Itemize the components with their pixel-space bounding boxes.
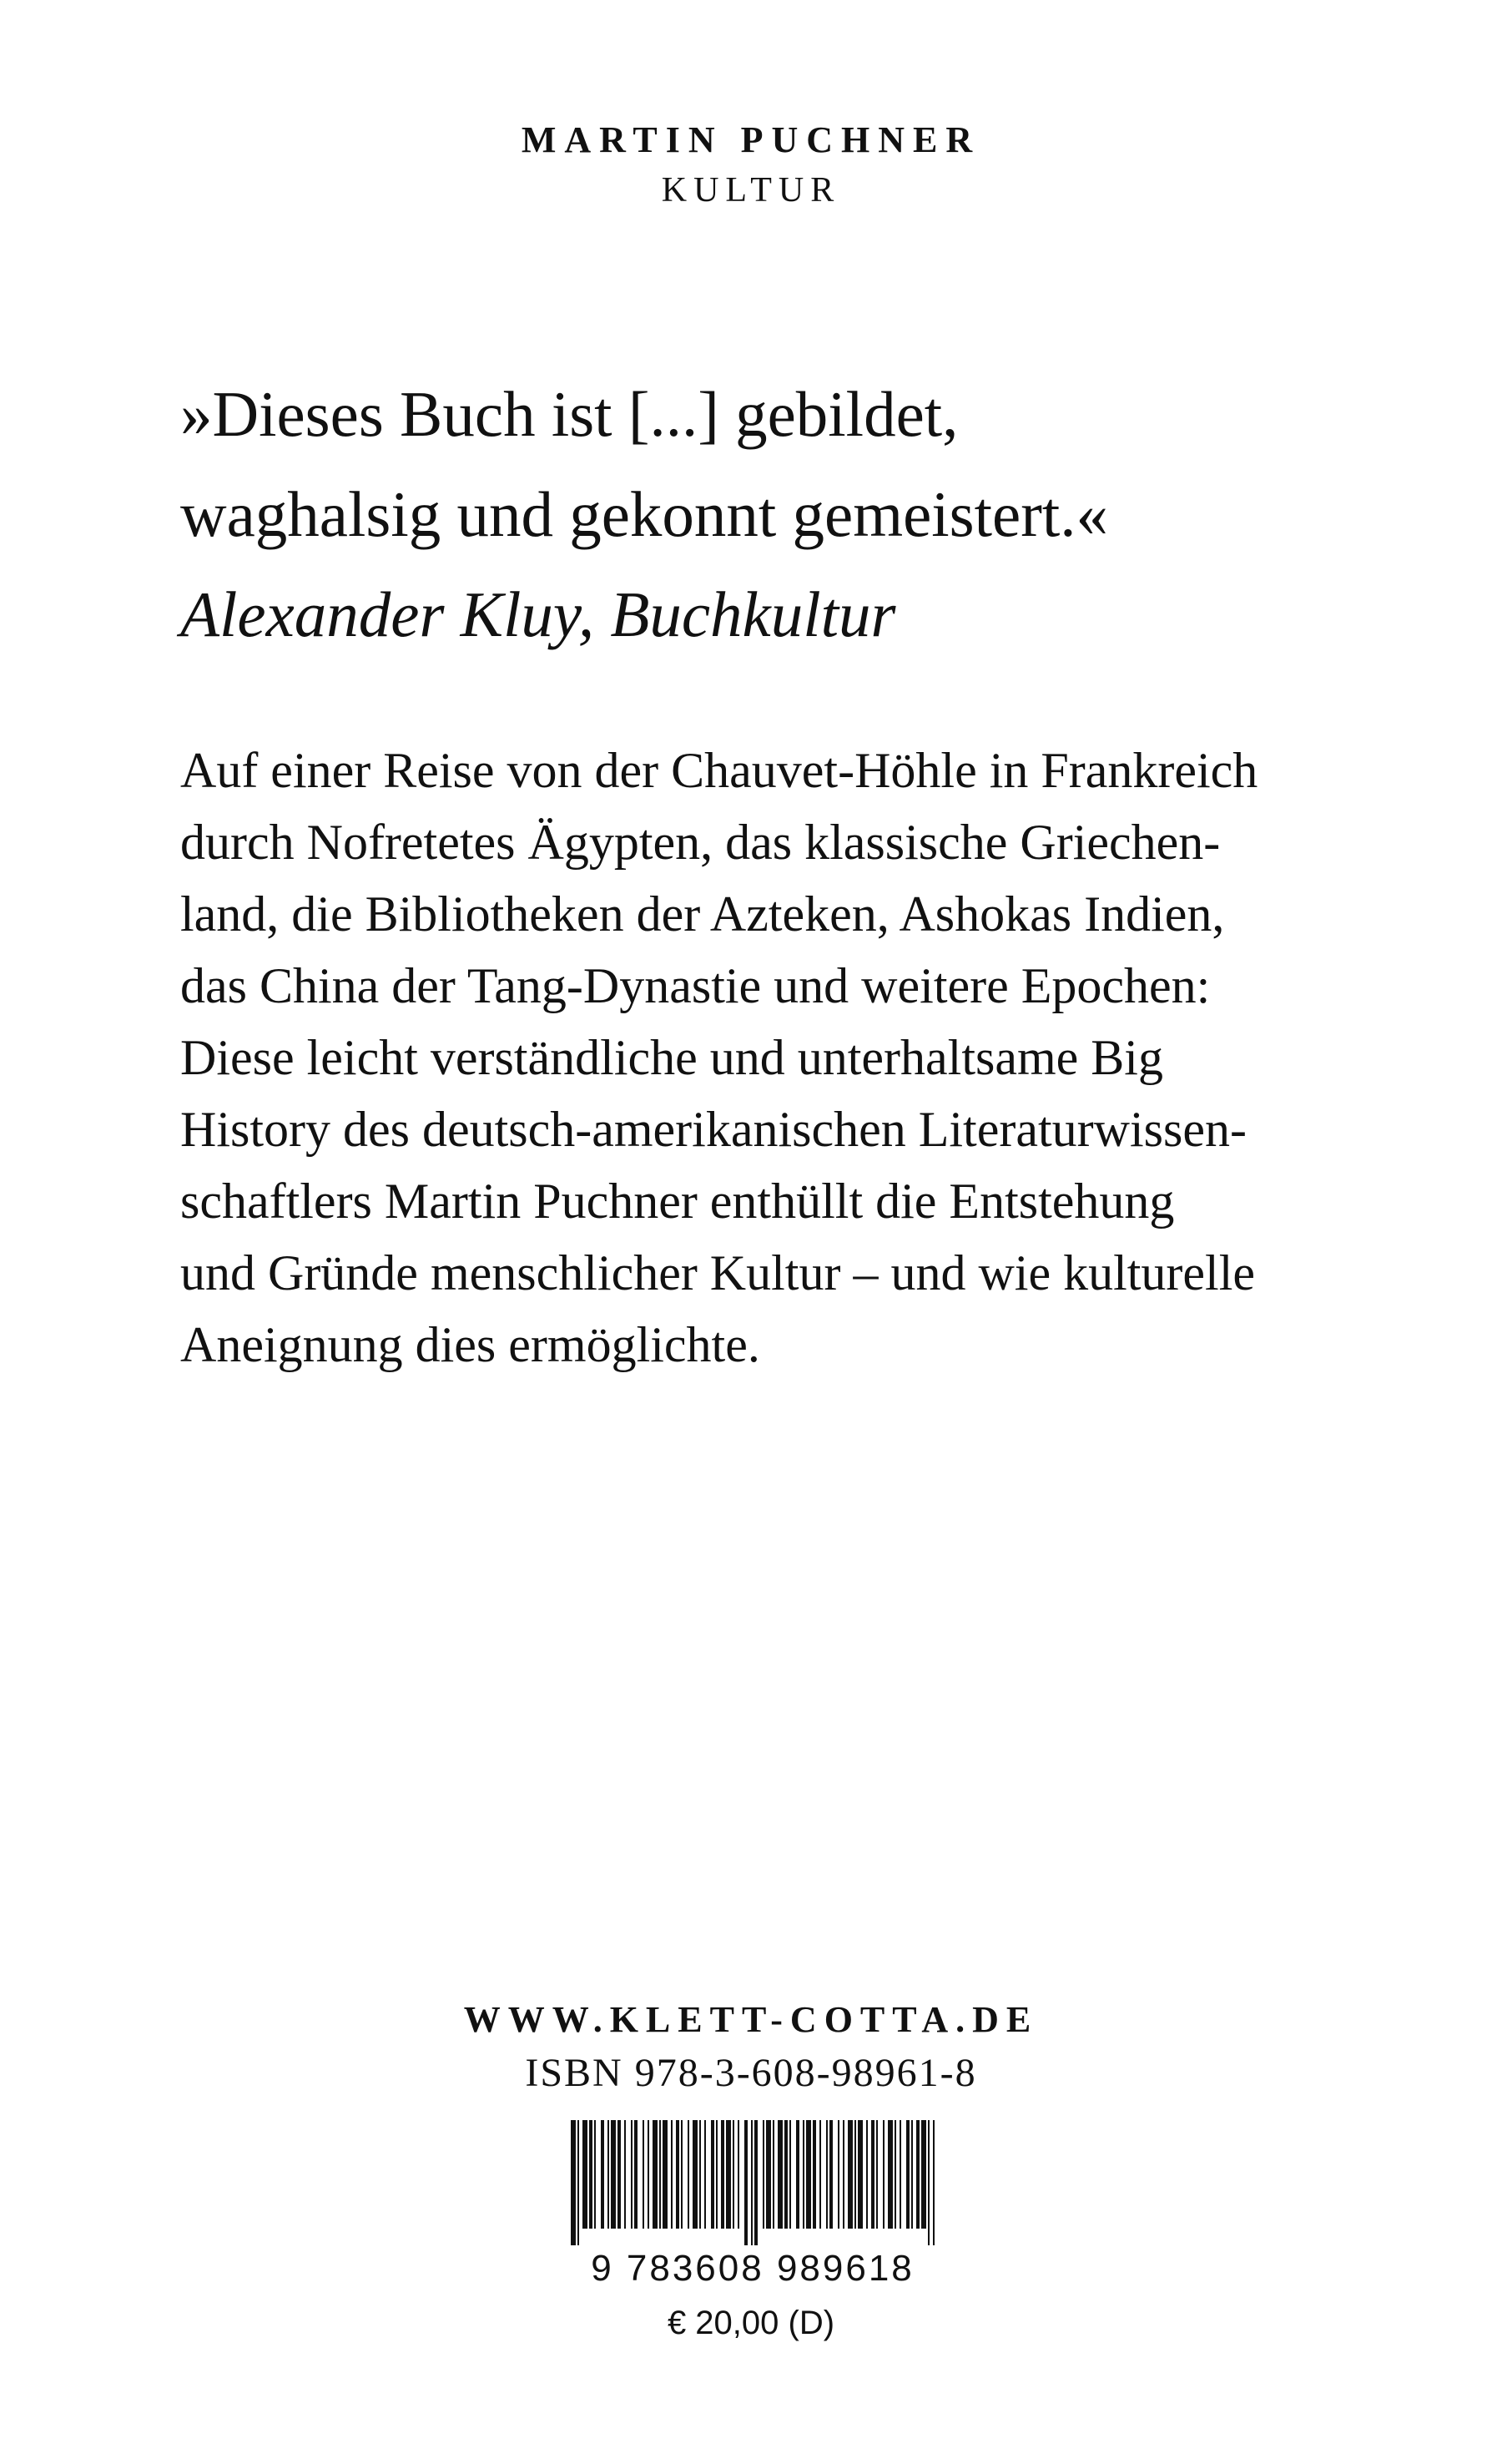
barcode-bar xyxy=(854,2120,856,2229)
barcode-bar xyxy=(601,2120,604,2229)
barcode-bar xyxy=(784,2120,788,2229)
barcode-bar xyxy=(826,2120,828,2229)
barcode-bar xyxy=(726,2120,731,2229)
isbn-number: ISBN 978-3-608-98961-8 xyxy=(525,2051,977,2095)
barcode-bar xyxy=(653,2120,658,2229)
barcode-bar xyxy=(838,2120,839,2229)
price-label: € 20,00 (D) xyxy=(667,2305,835,2341)
author-name: MARTIN PUCHNER xyxy=(521,119,981,160)
barcode-bar xyxy=(582,2120,587,2229)
publisher-website: WWW.KLETT-COTTA.DE xyxy=(463,1999,1039,2040)
barcode-bar xyxy=(921,2120,926,2229)
barcode-bar xyxy=(819,2120,821,2229)
barcode-bar xyxy=(751,2120,753,2245)
review-quote-block xyxy=(180,364,1390,664)
barcode-bar xyxy=(704,2120,706,2229)
review-quote: »Dieses Buch ist [...] gebildet, waghalsig und gekonnt gemeistert.« xyxy=(180,378,1108,550)
barcode-bar xyxy=(888,2120,893,2229)
barcode-bar xyxy=(634,2120,638,2229)
barcode-bar xyxy=(778,2120,783,2229)
barcode-bar xyxy=(643,2120,644,2229)
barcode-bar xyxy=(928,2120,930,2245)
barcode-bar xyxy=(663,2120,668,2229)
barcode-bar xyxy=(733,2120,734,2229)
barcode-bar xyxy=(933,2120,935,2245)
barcode-bar xyxy=(721,2120,724,2229)
barcode-bar xyxy=(754,2120,758,2245)
review-source: Alexander Kluy, Buchkultur xyxy=(180,578,896,650)
barcode-bar xyxy=(631,2120,633,2229)
barcode-bar xyxy=(895,2120,896,2229)
barcode-bar xyxy=(916,2120,920,2229)
barcode-bar xyxy=(648,2120,649,2229)
barcode-bar xyxy=(848,2120,853,2229)
barcode-bar xyxy=(773,2120,774,2229)
barcode-bar xyxy=(693,2120,698,2229)
barcode-bar xyxy=(688,2120,689,2229)
barcode-bar xyxy=(858,2120,863,2229)
barcode-bar xyxy=(589,2120,592,2229)
barcode-bar xyxy=(577,2120,579,2245)
barcode-bar xyxy=(796,2120,799,2229)
barcode-bar xyxy=(813,2120,816,2229)
barcode-bar xyxy=(843,2120,844,2229)
barcode-bar xyxy=(611,2120,616,2229)
barcode-bar xyxy=(571,2120,576,2245)
barcode-bar xyxy=(829,2120,833,2229)
barcode-bar xyxy=(617,2120,621,2229)
barcode-bar xyxy=(766,2120,771,2229)
barcode-bar xyxy=(607,2120,609,2229)
barcode-bar xyxy=(789,2120,791,2229)
series-title: KULTUR xyxy=(661,171,841,210)
barcode-bar xyxy=(594,2120,596,2229)
barcode-bars xyxy=(554,2120,951,2245)
barcode-bar xyxy=(871,2120,874,2229)
barcode-bar xyxy=(738,2120,739,2229)
barcode-bar xyxy=(906,2120,910,2229)
barcode-bar xyxy=(671,2120,673,2229)
barcode-bar xyxy=(763,2120,764,2229)
barcode-digits: 9 783608 989618 xyxy=(591,2248,915,2289)
barcode-bar xyxy=(716,2120,718,2229)
barcode-bar xyxy=(624,2120,626,2229)
barcode-bar xyxy=(866,2120,868,2229)
barcode-bar xyxy=(711,2120,714,2229)
barcode-bar xyxy=(911,2120,913,2229)
barcode-bar xyxy=(699,2120,701,2229)
cover-header xyxy=(0,115,1502,215)
barcode-bar xyxy=(803,2120,804,2229)
barcode-bar xyxy=(876,2120,878,2229)
book-blurb: Auf einer Reise von der Chauvet-Höhle in Frankreich durch Nofretetes Ägypten, das klassische Griechen- land, die Bibliotheken der Azteken, Ashokas Indien, das China der Tang-Dynastie und weitere Epochen: Diese leicht verständliche und unterhaltsame Big History des deutsch-amerikanischen Literaturwissen- schaftlers Martin Puchner enthüllt die Entstehung und Gründe menschlicher Kultur – und wie kulturelle Aneignung dies ermöglichte. xyxy=(180,743,1258,1372)
barcode-bar xyxy=(681,2120,683,2229)
barcode-bar xyxy=(676,2120,679,2229)
barcode-bar xyxy=(883,2120,885,2229)
barcode-bar xyxy=(900,2120,901,2229)
barcode-bar xyxy=(659,2120,661,2229)
barcode-bar xyxy=(744,2120,748,2245)
barcode-bar xyxy=(806,2120,811,2229)
